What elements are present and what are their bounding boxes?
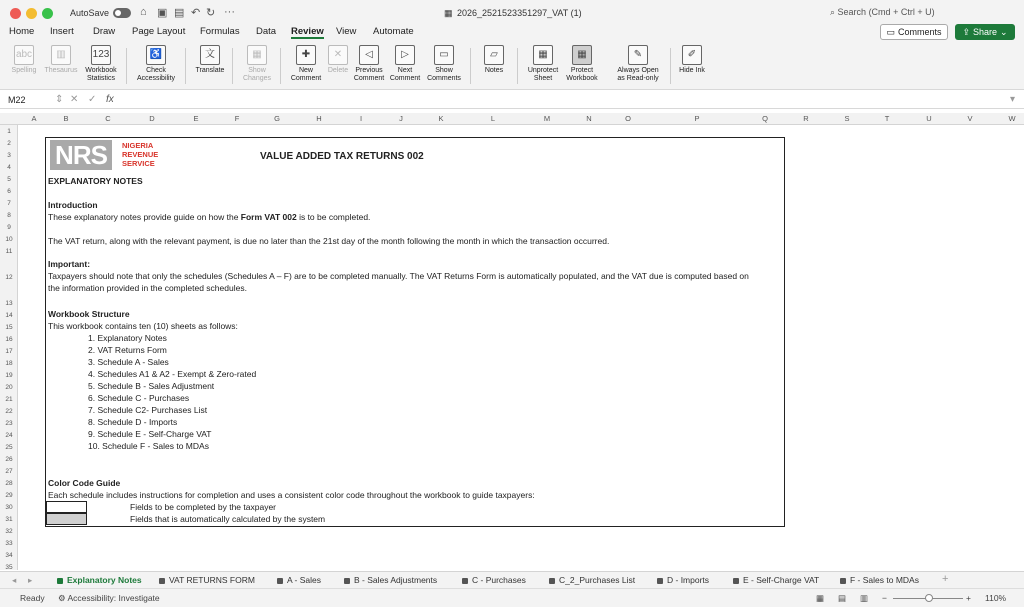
column-header[interactable]: C: [105, 114, 111, 123]
previous-comment-icon: ◁: [359, 45, 379, 65]
row-header[interactable]: 7: [7, 200, 11, 207]
notes-button[interactable]: ▱ Notes: [479, 45, 509, 75]
row-header[interactable]: 16: [5, 336, 13, 343]
menu-insert[interactable]: Insert: [50, 26, 74, 37]
introduction-heading: Introduction: [48, 200, 98, 210]
zoom-level[interactable]: 110%: [985, 593, 1007, 603]
accessibility-status[interactable]: ⚙ Accessibility: Investigate: [58, 593, 160, 603]
unprotect-sheet-icon: ▦: [533, 45, 553, 65]
menu-view[interactable]: View: [336, 26, 357, 37]
lock-icon: [344, 578, 350, 584]
sheet-list-item: 6. Schedule C - Purchases: [88, 393, 190, 403]
row-headers: [0, 125, 18, 570]
name-box[interactable]: M22: [8, 95, 26, 105]
row-header[interactable]: 26: [5, 456, 13, 463]
row-header[interactable]: 17: [5, 348, 13, 355]
tab-explanatory-notes[interactable]: Explanatory Notes: [57, 575, 142, 585]
translate-button[interactable]: 文 Translate: [193, 45, 227, 75]
important-heading: Important:: [48, 259, 91, 269]
column-header[interactable]: F: [234, 114, 240, 123]
lock-icon: [462, 578, 468, 584]
row-header[interactable]: 35: [5, 564, 13, 571]
minimize-window-icon[interactable]: [26, 8, 37, 19]
close-window-icon[interactable]: [10, 8, 21, 19]
column-header[interactable]: P: [694, 114, 700, 123]
row-header[interactable]: 3: [7, 152, 11, 159]
read-only-pen-icon: ✎: [628, 45, 648, 65]
column-header[interactable]: N: [586, 114, 592, 123]
enter-icon[interactable]: ✓: [88, 94, 97, 105]
search-field[interactable]: ⌕ Search (Cmd + Ctrl + U): [830, 7, 935, 17]
sheet-list-item: 5. Schedule B - Sales Adjustment: [88, 381, 215, 391]
worksheet-grid[interactable]: [18, 125, 1024, 570]
row-header[interactable]: 1: [7, 128, 11, 135]
show-changes-button[interactable]: ▦ Show Changes: [240, 45, 274, 83]
row-header[interactable]: 32: [5, 528, 13, 535]
lock-icon: [277, 578, 283, 584]
always-open-read-only-button[interactable]: ✎ Always Open as Read-only: [612, 45, 664, 83]
notes-icon: ▱: [484, 45, 504, 65]
tab-b-sales-adjustments[interactable]: B - Sales Adjustments: [344, 575, 437, 585]
lock-icon: [159, 578, 165, 584]
sheet-list-item: 2. VAT Returns Form: [88, 345, 167, 355]
row-header[interactable]: 14: [5, 312, 13, 319]
excel-file-icon: ▦: [444, 8, 453, 18]
autosave-toggle[interactable]: [113, 8, 131, 18]
row-header[interactable]: 18: [5, 360, 13, 367]
row-header[interactable]: 13: [5, 300, 13, 307]
comments-button[interactable]: ▭ Comments: [880, 24, 948, 40]
undo-icon[interactable]: ↶: [191, 7, 201, 19]
column-header[interactable]: K: [438, 114, 444, 123]
expand-formula-bar-icon[interactable]: ▾: [1010, 94, 1016, 105]
menu-formulas[interactable]: Formulas: [200, 26, 240, 37]
taxpayer-legend: Fields to be completed by the taxpayer: [130, 502, 276, 512]
tab-vat-returns-form[interactable]: VAT RETURNS FORM: [159, 575, 255, 585]
row-header[interactable]: 22: [5, 408, 13, 415]
autosave-label: AutoSave: [70, 8, 110, 18]
sheet-tab-bar: [0, 571, 1024, 588]
scroll-tabs-left-icon[interactable]: ◂: [12, 575, 17, 585]
row-header[interactable]: 8: [7, 212, 11, 219]
sheet-list-item: 10. Schedule F - Sales to MDAs: [88, 441, 209, 451]
new-comment-icon: ✚: [296, 45, 316, 65]
row-header[interactable]: 25: [5, 444, 13, 451]
share-icon: ⇪: [962, 26, 970, 37]
next-comment-icon: ▷: [395, 45, 415, 65]
row-header[interactable]: 29: [5, 492, 13, 499]
row-header[interactable]: 24: [5, 432, 13, 439]
row-header[interactable]: 28: [5, 480, 13, 487]
sheet-list-item: 1. Explanatory Notes: [88, 333, 167, 343]
auto-calculated-legend: Fields that is automatically calculated by the system: [130, 514, 326, 524]
chevron-down-icon: ⌄: [1000, 26, 1008, 37]
menu-automate[interactable]: Automate: [373, 26, 414, 37]
column-header[interactable]: I: [359, 114, 363, 123]
nrs-logo-text: NIGERIA REVENUE SERVICE: [122, 141, 159, 168]
ribbon-divider: [670, 48, 671, 84]
redo-icon[interactable]: ↻: [206, 7, 216, 19]
review-ribbon: [0, 42, 1024, 90]
scroll-tabs-right-icon[interactable]: ▸: [28, 575, 33, 585]
lock-icon: [549, 578, 555, 584]
important-text-line1: Taxpayers should note that only the schedules (Schedules A – F) are to be completed manually. The VAT Returns Form is automatically populated, and the VAT due is computed based on: [48, 271, 749, 281]
tab-c2-purchases-list[interactable]: C_2_Purchases List: [549, 575, 635, 585]
sheet-list-item: 4. Schedules A1 & A2 - Exempt & Zero-rated: [88, 369, 257, 379]
window-title[interactable]: 2026_2521523351297_VAT (1): [457, 8, 582, 18]
column-header[interactable]: A: [31, 114, 37, 123]
zoom-slider-handle[interactable]: [925, 594, 933, 602]
vat-due-note: The VAT return, along with the relevant payment, is due no later than the 21st day of the month following the month in which the transaction occurred.: [48, 236, 610, 246]
color-code-intro: Each schedule includes instructions for completion and uses a consistent color code throughout the workbook to guide taxpayers:: [48, 490, 535, 500]
ribbon-divider: [232, 48, 233, 84]
previous-comment-button[interactable]: ◁ Previous Comment: [352, 45, 386, 83]
name-box-stepper-icon[interactable]: ⇕: [55, 94, 64, 105]
row-header[interactable]: 9: [7, 224, 11, 231]
status-ready: Ready: [20, 593, 45, 603]
column-header[interactable]: L: [490, 114, 496, 123]
row-header[interactable]: 30: [5, 504, 13, 511]
accessibility-icon: ⚙: [58, 593, 68, 603]
column-header[interactable]: D: [149, 114, 155, 123]
tab-e-self-charge-vat[interactable]: E - Self-Charge VAT: [733, 575, 819, 585]
ribbon-divider: [517, 48, 518, 84]
row-header[interactable]: 19: [5, 372, 13, 379]
delete-comment-icon: ✕: [328, 45, 348, 65]
hide-ink-icon: ✐: [682, 45, 702, 65]
important-text-line2: the information provided in the completed schedules.: [48, 283, 247, 293]
row-header[interactable]: 5: [7, 176, 11, 183]
column-header[interactable]: O: [625, 114, 631, 123]
tab-c-purchases[interactable]: C - Purchases: [462, 575, 526, 585]
add-sheet-icon[interactable]: +: [942, 573, 949, 585]
menu-review[interactable]: Review: [291, 26, 324, 37]
spelling-icon: abc: [14, 45, 34, 65]
thesaurus-button[interactable]: ▥ Thesaurus: [43, 45, 79, 75]
menu-bar: [0, 26, 1024, 42]
hide-ink-button[interactable]: ✐ Hide Ink: [676, 45, 708, 75]
delete-comment-button[interactable]: ✕ Delete: [326, 45, 350, 75]
explanatory-notes-heading: EXPLANATORY NOTES: [48, 176, 143, 186]
row-header[interactable]: 21: [5, 396, 13, 403]
print-icon[interactable]: ▤: [174, 7, 185, 19]
unprotect-sheet-button[interactable]: ▦ Unprotect Sheet: [524, 45, 562, 83]
check-accessibility-button[interactable]: ♿ Check Accessibility: [133, 45, 179, 83]
row-header[interactable]: 2: [7, 140, 11, 147]
column-headers: [0, 113, 1024, 125]
lock-icon: [657, 578, 663, 584]
show-comments-icon: ▭: [434, 45, 454, 65]
menu-home[interactable]: Home: [9, 26, 35, 37]
ribbon-divider: [185, 48, 186, 84]
spelling-button[interactable]: abc Spelling: [10, 45, 38, 75]
page-break-view-icon[interactable]: ▥: [860, 593, 869, 603]
accessibility-icon: ♿: [146, 45, 166, 65]
lock-icon: [733, 578, 739, 584]
more-icon[interactable]: ···: [224, 6, 235, 18]
tab-f-sales-to-mdas[interactable]: F - Sales to MDAs: [840, 575, 919, 585]
column-header[interactable]: H: [316, 114, 322, 123]
column-header[interactable]: R: [803, 114, 809, 123]
lock-icon: [57, 578, 63, 584]
nrs-logo: NRS: [50, 140, 112, 170]
color-code-heading: Color Code Guide: [48, 478, 121, 488]
workbook-structure-intro: This workbook contains ten (10) sheets as follows:: [48, 321, 238, 331]
show-changes-icon: ▦: [247, 45, 267, 65]
row-header[interactable]: 34: [5, 552, 13, 559]
auto-calculated-color-swatch: [46, 513, 87, 525]
cancel-icon[interactable]: ✕: [70, 94, 79, 105]
maximize-window-icon[interactable]: [42, 8, 53, 19]
column-header[interactable]: Q: [762, 114, 768, 123]
title-bar: [0, 0, 1024, 26]
next-comment-button[interactable]: ▷ Next Comment: [388, 45, 422, 83]
column-header[interactable]: M: [543, 114, 551, 123]
page-layout-view-icon[interactable]: ▤: [838, 593, 847, 603]
share-button[interactable]: ⇪ Share ⌄: [955, 24, 1015, 40]
translate-icon: 文: [200, 45, 220, 65]
protect-workbook-button[interactable]: ▦ Protect Workbook: [563, 45, 601, 83]
row-header[interactable]: 6: [7, 188, 11, 195]
new-comment-button[interactable]: ✚ New Comment: [288, 45, 324, 83]
sheet-list-item: 7. Schedule C2- Purchases List: [88, 405, 208, 415]
document-title: VALUE ADDED TAX RETURNS 002: [260, 151, 424, 162]
row-header[interactable]: 20: [5, 384, 13, 391]
home-icon[interactable]: ⌂: [140, 6, 147, 18]
tab-a-sales[interactable]: A - Sales: [277, 575, 321, 585]
column-header[interactable]: J: [399, 114, 403, 123]
ribbon-divider: [126, 48, 127, 84]
menu-data[interactable]: Data: [256, 26, 277, 37]
protect-workbook-icon: ▦: [572, 45, 592, 65]
notes-border: [45, 137, 785, 527]
row-header[interactable]: 12: [5, 274, 13, 281]
zoom-in-icon[interactable]: +: [966, 593, 971, 603]
menu-draw[interactable]: Draw: [93, 26, 116, 37]
column-header[interactable]: U: [926, 114, 932, 123]
row-header[interactable]: 33: [5, 540, 13, 547]
column-header[interactable]: B: [63, 114, 69, 123]
zoom-out-icon[interactable]: −: [882, 593, 887, 603]
formula-bar: [0, 91, 1024, 109]
normal-view-icon[interactable]: ▦: [816, 593, 825, 603]
column-header[interactable]: G: [274, 114, 280, 123]
column-header[interactable]: W: [1008, 114, 1016, 123]
workbook-statistics-button[interactable]: 123 Workbook Statistics: [82, 45, 120, 83]
row-header[interactable]: 27: [5, 468, 13, 475]
comment-icon: ▭: [886, 26, 895, 37]
insert-function-button[interactable]: fx: [106, 94, 114, 105]
workbook-structure-heading: Workbook Structure: [48, 309, 130, 319]
save-icon[interactable]: ▣: [157, 7, 168, 19]
introduction-text: These explanatory notes provide guide on how the Form VAT 002 is to be completed.: [48, 212, 371, 222]
sheet-list-item: 3. Schedule A - Sales: [88, 357, 169, 367]
row-header[interactable]: 11: [5, 248, 13, 255]
column-header[interactable]: E: [193, 114, 199, 123]
row-header[interactable]: 23: [5, 420, 13, 427]
column-header[interactable]: V: [967, 114, 973, 123]
taxpayer-color-swatch: [46, 501, 87, 513]
row-header[interactable]: 4: [7, 164, 11, 171]
status-bar: [0, 588, 1024, 607]
search-icon: ⌕: [830, 7, 838, 17]
ribbon-divider: [470, 48, 471, 84]
row-header[interactable]: 31: [5, 516, 13, 523]
row-header[interactable]: 15: [5, 324, 13, 331]
ribbon-divider: [280, 48, 281, 84]
sheet-list-item: 9. Schedule E - Self-Charge VAT: [88, 429, 212, 439]
show-comments-button[interactable]: ▭ Show Comments: [425, 45, 463, 83]
thesaurus-icon: ▥: [51, 45, 71, 65]
statistics-icon: 123: [91, 45, 111, 65]
tab-d-imports[interactable]: D - Imports: [657, 575, 709, 585]
sheet-list-item: 8. Schedule D - Imports: [88, 417, 178, 427]
column-header[interactable]: S: [844, 114, 850, 123]
lock-icon: [840, 578, 846, 584]
column-header[interactable]: T: [884, 114, 890, 123]
menu-page-layout[interactable]: Page Layout: [132, 26, 186, 37]
row-header[interactable]: 10: [5, 236, 13, 243]
